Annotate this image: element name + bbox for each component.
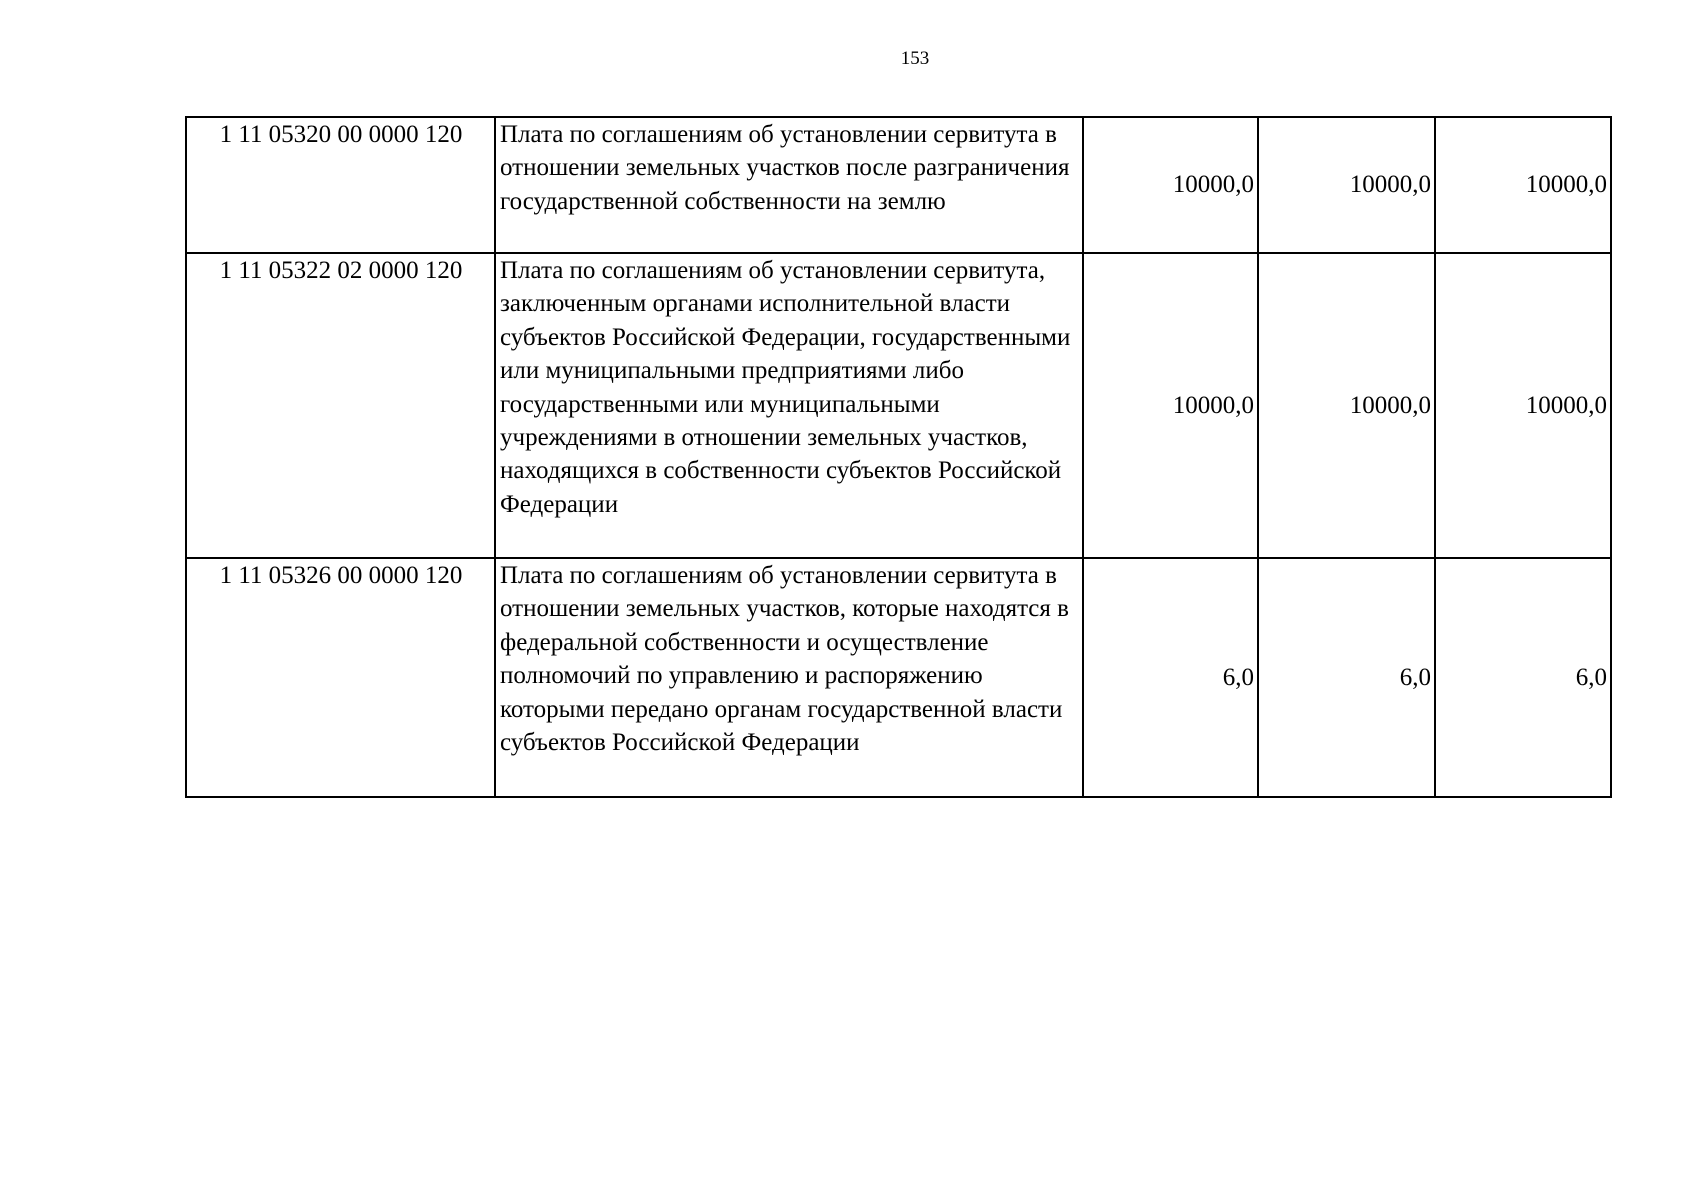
amount-cell-year-1: 6,0 — [1083, 558, 1258, 797]
revenue-table — [185, 116, 1612, 798]
page-number: 153 — [900, 48, 930, 69]
amount-cell-year-1: 10000,0 — [1083, 117, 1258, 253]
amount-cell-year-3: 10000,0 — [1435, 253, 1611, 558]
amount-cell-year-2: 10000,0 — [1258, 253, 1435, 558]
amount-cell-year-2: 10000,0 — [1258, 117, 1435, 253]
budget-code-cell: 1 11 05322 02 0000 120 — [186, 253, 495, 558]
description-cell: Плата по соглашениям об установлении сервитута в отношении земельных участков после разграничения государственной собственности на землю — [495, 117, 1083, 253]
amount-cell-year-3: 10000,0 — [1435, 117, 1611, 253]
amount-cell-year-2: 6,0 — [1258, 558, 1435, 797]
table-row — [186, 558, 1611, 797]
table-row — [186, 117, 1611, 253]
description-cell: Плата по соглашениям об установлении сервитута, заключенным органами исполнительной власти субъектов Российской Федерации, государственными или муниципальными предприятиями либо государственными или муниципальными учреждениями в отношении земельных участков, находящихся в собственности субъектов Российской Федерации — [495, 253, 1083, 558]
amount-cell-year-1: 10000,0 — [1083, 253, 1258, 558]
table-row — [186, 253, 1611, 558]
amount-cell-year-3: 6,0 — [1435, 558, 1611, 797]
budget-code-cell: 1 11 05320 00 0000 120 — [186, 117, 495, 253]
budget-code-cell: 1 11 05326 00 0000 120 — [186, 558, 495, 797]
description-cell: Плата по соглашениям об установлении сервитута в отношении земельных участков, которые находятся в федеральной собственности и осуществление полномочий по управлению и распоряжению которыми передано органам государственной власти субъектов Российской Федерации — [495, 558, 1083, 797]
